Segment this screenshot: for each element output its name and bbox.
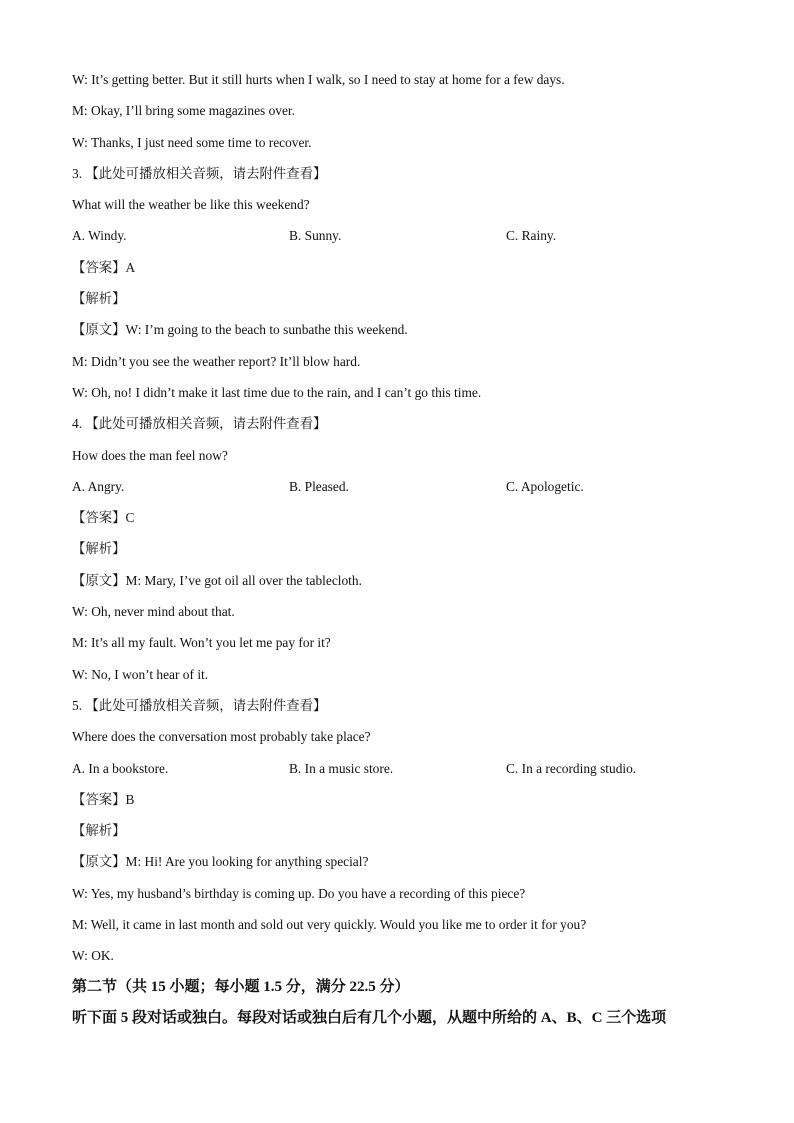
option-b: B. Sunny. xyxy=(289,228,342,244)
question-prompt-3: What will the weather be like this weekend? xyxy=(72,197,310,213)
question-header-5: 5. 【此处可播放相关音频，请去附件查看】 xyxy=(72,697,327,713)
transcript-line: W: No, I won’t hear of it. xyxy=(72,666,209,682)
analysis-3: 【解析】 xyxy=(72,291,126,307)
option-c: C. Apologetic. xyxy=(506,478,584,494)
option-b: B. Pleased. xyxy=(289,478,349,494)
option-c: C. Rainy. xyxy=(506,228,557,244)
dialogue-line: M: Okay, I’ll bring some magazines over. xyxy=(72,103,295,119)
answer-3: 【答案】A xyxy=(72,259,136,275)
options-row-5 xyxy=(72,753,752,784)
question-header-3: 3. 【此处可播放相关音频，请去附件查看】 xyxy=(72,165,327,181)
question-prompt-5: Where does the conversation most probably take place? xyxy=(72,729,371,745)
transcript-line: W: Yes, my husband’s birthday is coming up. Do you have a recording of this piece? xyxy=(72,885,526,901)
transcript-line: M: Well, it came in last month and sold out very quickly. Would you like me to order it for you? xyxy=(72,917,587,933)
question-prompt-4: How does the man feel now? xyxy=(72,447,228,463)
answer-4: 【答案】C xyxy=(72,510,135,526)
options-row-4 xyxy=(72,471,752,502)
analysis-4: 【解析】 xyxy=(72,541,126,557)
option-a: A. Angry. xyxy=(72,478,125,494)
dialogue-line: W: Thanks, I just need some time to recover. xyxy=(72,134,312,150)
section-title: 第二节（共 15 小题；每小题 1.5 分，满分 22.5 分） xyxy=(72,978,410,995)
transcript-line: 【原文】M: Hi! Are you looking for anything special? xyxy=(72,854,369,870)
option-a: A. Windy. xyxy=(72,228,127,244)
options-row-3 xyxy=(72,220,752,251)
transcript-line: M: It’s all my fault. Won’t you let me pay for it? xyxy=(72,635,331,651)
document-page xyxy=(72,64,752,1034)
option-c: C. In a recording studio. xyxy=(506,760,637,776)
question-header-4: 4. 【此处可播放相关音频，请去附件查看】 xyxy=(72,416,327,432)
transcript-line: 【原文】W: I’m going to the beach to sunbathe this weekend. xyxy=(72,322,408,338)
transcript-line: M: Didn’t you see the weather report? It’ll blow hard. xyxy=(72,353,361,369)
dialogue-line: W: It’s getting better. But it still hurts when I walk, so I need to stay at home for a few days. xyxy=(72,72,565,87)
transcript-line: W: Oh, no! I didn’t make it last time due to the rain, and I can’t go this time. xyxy=(72,384,482,400)
analysis-5: 【解析】 xyxy=(72,823,126,839)
option-a: A. In a bookstore. xyxy=(72,760,169,776)
transcript-line: W: Oh, never mind about that. xyxy=(72,604,235,620)
transcript-line: 【原文】M: Mary, I’ve got oil all over the tablecloth. xyxy=(72,572,362,588)
answer-5: 【答案】B xyxy=(72,791,135,807)
option-b: B. In a music store. xyxy=(289,760,394,776)
transcript-line: W: OK. xyxy=(72,948,114,964)
section-instruction: 听下面 5 段对话或独白。每段对话或独白后有几个小题，从题中所给的 A、B、C 三个选项 xyxy=(72,1009,667,1026)
